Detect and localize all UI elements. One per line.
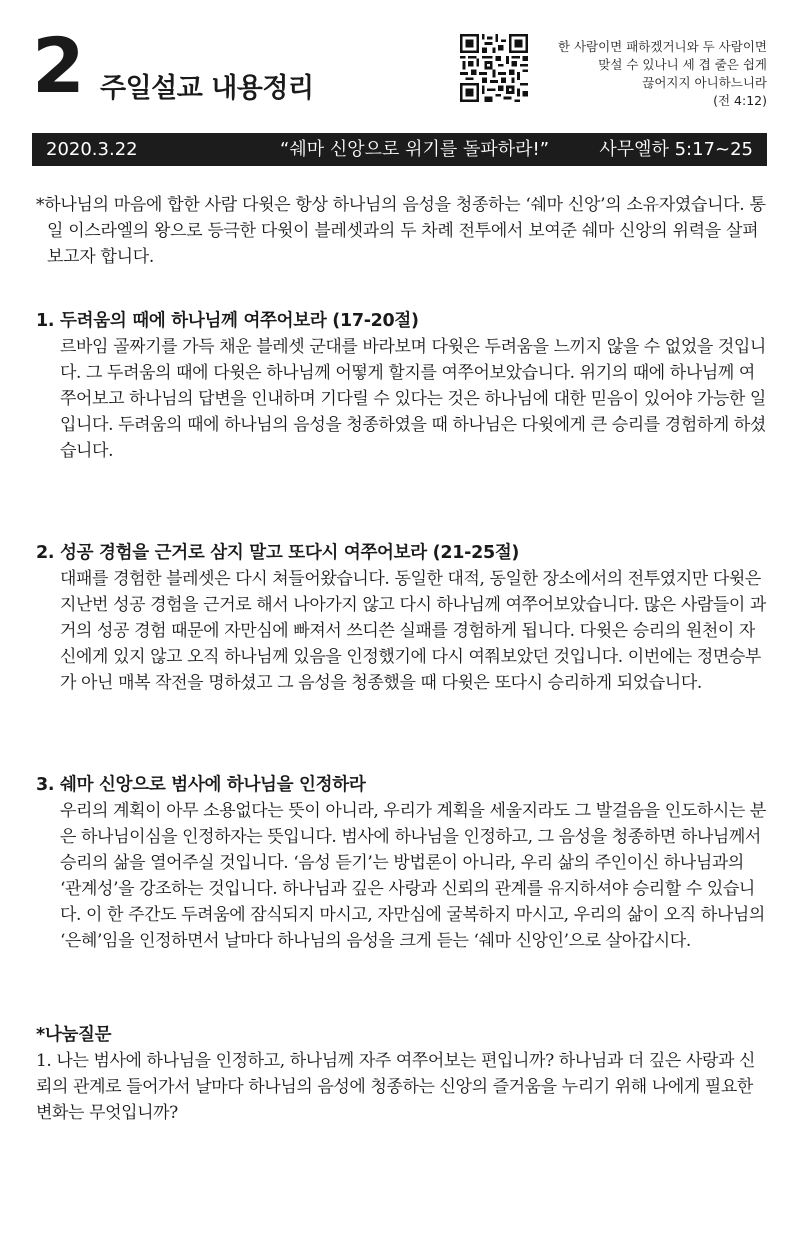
section-heading: 3. 쉐마 신앙으로 범사에 하나님을 인정하라 [36, 775, 366, 795]
verse-line: 맞설 수 있나니 세 겹 줄은 쉽게 [598, 57, 767, 72]
section-body: 우리의 계획이 아무 소용없다는 뜻이 아니라, 우리가 계획을 세울지라도 그 발걸음을 인도하시는 분은 하나님이심을 인정하자는 뜻입니다. 범사에 하나님을 인정하고, 그 음성을 청종하면 하나님께서 승리의 삶을 열어주실 것입니다. ‘음성 듣기’는 방법론이 아니라, 우리 삶의 주인이신 하나님과의 ‘관계성’을 강조하는 것입니다. 하나님과 깊은 사랑과 신뢰의 관계를 유지하셔야 승리할 수 있습니다. 이 한 주간도 두려움에 잠식되지 마시고, 자만심에 굴복하지 마시고, 우리의 삶이 오직 하나님의 ‘은혜’임을 인정하면서 날마다 하나님의 음성을 크게 듣는 ‘쉐마 신앙인’으로 살아갑시다. [60, 801, 766, 951]
section-3 [36, 772, 766, 954]
verse-line: 끊어지지 아니하느니라 [642, 75, 767, 90]
section-heading: 1. 두려움의 때에 하나님께 여쭈어보라 (17-20절) [36, 311, 419, 331]
sermon-banner [32, 133, 767, 166]
section-heading: 2. 성공 경험을 근거로 삼지 말고 또다시 여쭈어보라 (21-25절) [36, 543, 520, 563]
intro-paragraph: *하나님의 마음에 합한 사람 다윗은 항상 하나님의 음성을 청종하는 ‘쉐마 신앙’의 소유자였습니다. 통일 이스라엘의 왕으로 등극한 다윗이 블레셋과의 두 차례 전투에서 보여준 쉐마 신앙의 위력을 살펴보고자 합니다. [36, 195, 766, 267]
section-2 [36, 540, 766, 696]
questions-heading: *나눔질문 [36, 1025, 112, 1045]
page-title: 주일설교 내용정리 [100, 73, 314, 104]
verse-line: 한 사람이면 패하겠거니와 두 사람이면 [557, 39, 767, 54]
sermon-title: “쉐마 신앙으로 위기를 돌파하라!” [280, 139, 550, 160]
scripture-reference: 사무엘하 5:17~25 [599, 139, 753, 160]
question-item: 1. 나는 범사에 하나님을 인정하고, 하나님께 자주 여쭈어보는 편입니까? 하나님과 더 깊은 사랑과 신뢰의 관계로 들어가서 날마다 하나님의 음성에 청종하는 신앙의 즐거움을 누리기 위해 나에게 필요한 변화는 무엇입니까? [36, 1051, 756, 1123]
discussion-questions [36, 1022, 766, 1126]
section-body: 르바임 골짜기를 가득 채운 블레셋 군대를 바라보며 다윗은 두려움을 느끼지 않을 수 없었을 것입니다. 그 두려움의 때에 다윗은 하나님께 어떻게 할지를 여쭈어보았습니다. 위기의 때에 하나님께 여쭈어보고 하나님의 답변을 인내하며 기다릴 수 있다는 것은 하나님에 대한 믿음이 있어야 가능한 일입니다. 두려움의 때에 하나님의 음성을 청종하였을 때 하나님은 다윗에게 큰 승리를 경험하게 하셨습니다. [60, 337, 766, 461]
section-body: 대패를 경험한 블레셋은 다시 쳐들어왔습니다. 동일한 대적, 동일한 장소에서의 전투였지만 다윗은 지난번 성공 경험을 근거로 해서 나아가지 않고 다시 하나님께 여쭈어보았습니다. 많은 사람들이 과거의 성공 경험 때문에 자만심에 빠져서 쓰디쓴 실패를 경험하게 됩니다. 다윗은 승리의 원천이 자신에게 있지 않고 오직 하나님께 있음을 인정했기에 다시 여쭤보았던 것입니다. 이번에는 정면승부가 아닌 매복 작전을 명하셨고 그 음성을 청종했을 때 다윗은 또다시 승리하게 되었습니다. [60, 569, 766, 693]
page-header [32, 21, 767, 120]
section-1 [36, 308, 766, 464]
sermon-content [36, 192, 766, 1126]
section-number: 2 [32, 21, 83, 110]
verse-reference: (전 4:12) [713, 93, 767, 108]
scripture-verse [537, 38, 767, 110]
sermon-date: 2020.3.22 [46, 139, 138, 160]
qr-code-icon[interactable] [460, 34, 528, 102]
